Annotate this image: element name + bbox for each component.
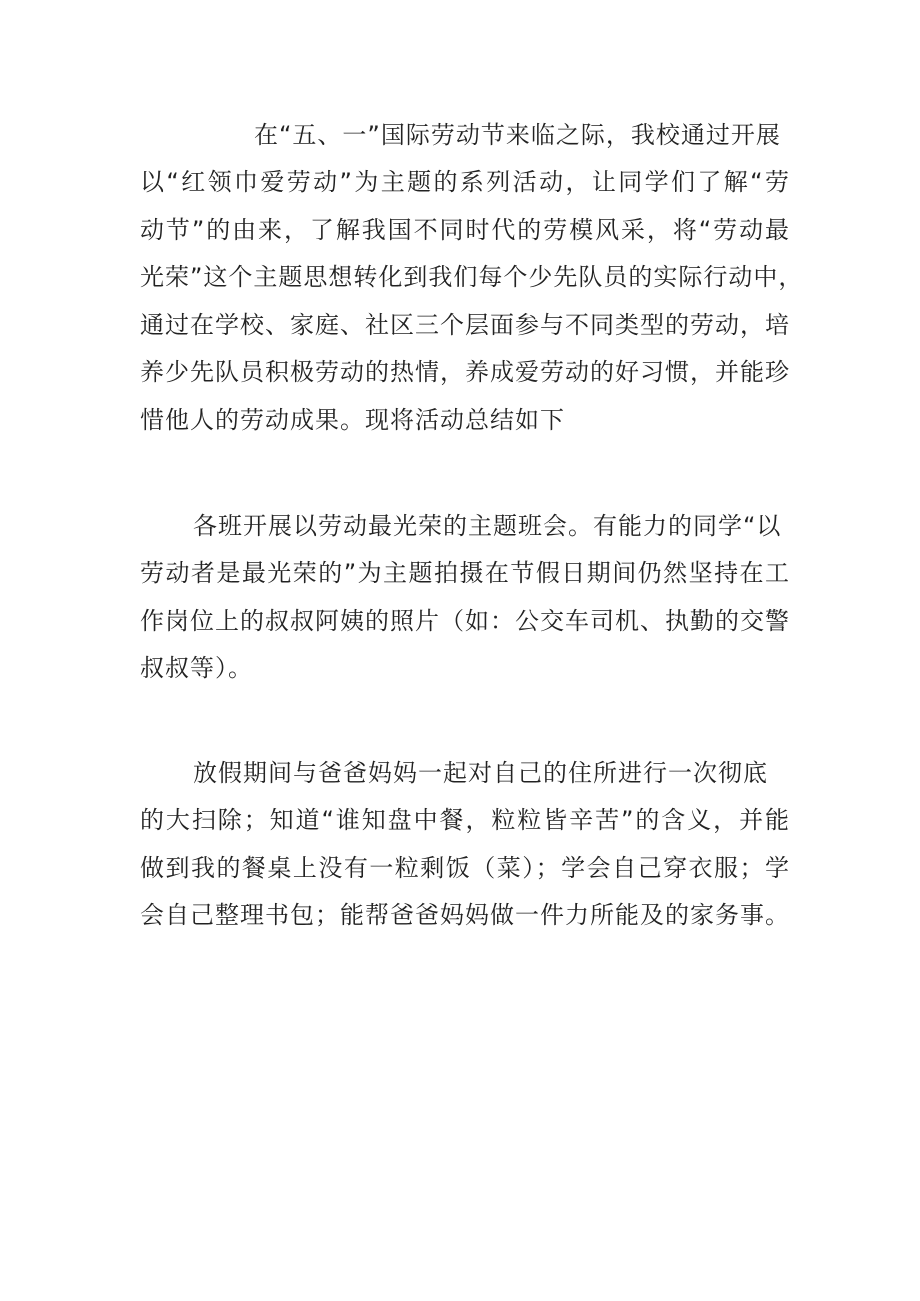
paragraph-3-line-1: 放假期间与爸爸妈妈一起对自己的住所进行一次彻底 — [193, 759, 768, 787]
paragraph-1-line-2: 以“红领巾爱劳动”为主题的系列活动，让同学们了解“劳 — [140, 168, 790, 196]
paragraph-1-line-7: 惜他人的劳动成果。现将活动总结如下 — [140, 406, 565, 434]
paragraph-2-line-2: 劳动者是最光荣的”为主题拍摄在节假日期间仍然坚持在工 — [140, 559, 790, 587]
paragraph-1-line-5: 通过在学校、家庭、社区三个层面参与不同类型的劳动，培 — [140, 311, 790, 339]
paragraph-1-line-6: 养少先队员积极劳动的热情，养成爱劳动的好习惯，并能珍 — [140, 358, 790, 386]
paragraph-1-line-4: 光荣”这个主题思想转化到我们每个少先队员的实际行动中， — [140, 263, 804, 291]
paragraph-3-line-3: 做到我的餐桌上没有一粒剩饭（菜）；学会自己穿衣服；学 — [140, 854, 790, 882]
paragraph-2-line-4: 叔叔等）。 — [140, 654, 253, 682]
paragraph-2-line-1: 各班开展以劳动最光荣的主题班会。有能力的同学“以 — [193, 512, 782, 540]
paragraph-3-line-2: 的大扫除；知道“谁知盘中餐，粒粒皆辛苦”的含义，并能 — [140, 806, 790, 834]
paragraph-1-line-1: 在“五、一”国际劳动节来临之际，我校通过开展 — [254, 121, 781, 149]
paragraph-1-line-3: 动节”的由来，了解我国不同时代的劳模风采，将“劳动最 — [140, 216, 790, 244]
paragraph-3-line-4: 会自己整理书包；能帮爸爸妈妈做一件力所能及的家务事。 — [140, 901, 790, 929]
paragraph-2-line-3: 作岗位上的叔叔阿姨的照片（如：公交车司机、执勤的交警 — [140, 607, 790, 635]
